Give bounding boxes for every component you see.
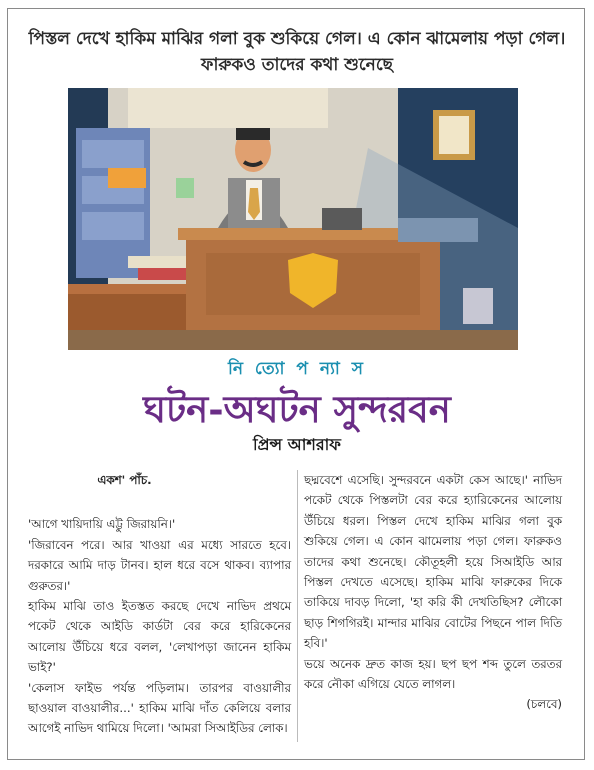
paragraph: 'কেলাস ফাইভ পর্যন্ত পড়িলাম। তারপর বাওয়ালীর ছাওয়াল বাওয়ালীর...' হাকিম মাঝি দাঁত কেলিয়ে বলার আগেই নাভিদ থামিয়ে দিলো। 'আমরা সিআইডির লোক। bbox=[28, 680, 291, 736]
column-divider bbox=[297, 470, 298, 742]
paragraph: ভয়ে অনেক দ্রুত কাজ হয়। ছপ ছপ শব্দ তুলে তরতর করে নৌকা এগিয়ে যেতে লাগল। bbox=[304, 656, 562, 692]
paragraph: 'আগে খায়িদায়ি এট্টু জিরায়নি।' bbox=[28, 517, 176, 532]
paragraph: 'জিরাবেন পরে। আর খাওয়া এর মধ্যে সারতে হবে। দরকারে আমি দাড় টানব। হাল ধরে বসে থাকব। ব্যাপার গুরুতর।' bbox=[28, 537, 291, 593]
office-scene-illustration bbox=[68, 88, 518, 350]
illustration bbox=[68, 88, 518, 350]
novel-title: ঘটন-অঘটন সুন্দরবন bbox=[143, 387, 451, 431]
paragraph: হাকিম মাঝি তাও ইতস্তত করছে দেখে নাভিদ প্রথমে পকেট থেকে আইডি কার্ডটা বের করে হারিকেনের আলোয় উঁচিয়ে ধরে বলল, 'লেখাপড়া জানেন হাকিম ভাই?' bbox=[28, 599, 291, 675]
pull-quote-headline: পিস্তল দেখে হাকিম মাঝির গলা বুক শুকিয়ে গেল। এ কোন ঝামেলায় পড়া গেল। ফারুকও তাদের কথা শুনেছে bbox=[28, 29, 566, 75]
chapter-heading: একশ' পাঁচ. bbox=[97, 473, 152, 487]
text-column-1 bbox=[28, 470, 291, 739]
paragraph: ছদ্মবেশে এসেছি। সুন্দরবনে একটা কেস আছে।' নাভিদ পকেট থেকে পিস্তলটা বের করে হ্যারিকেনের আলোয় উঁচিয়ে ধরল। পিস্তল দেখে হাকিম মাঝির গলা বুক শুকিয়ে গেল। এ কোন ঝামেলায় পড়া গেল। ফারুকও তাদের কথা শুনেছে। কৌতূহলী হয়ে সিআইডি আর পিস্তল দেখতে এসেছে। হাকিম মাঝি ফারুকের দিকে তাকিয়ে দাবড় দিলো, 'হা করি কী দেখতিছিস? লৌকো ছাড় শিগগিরই। মান্দার মাঝির বোটের পিছনে পাল দিতি হবি।' bbox=[304, 473, 562, 651]
author-byline: প্রিন্স আশরাফ bbox=[253, 435, 341, 454]
continued-signoff: (চলবে) bbox=[526, 697, 562, 712]
section-kicker: নি ত্যো প ন্যা স bbox=[228, 359, 366, 379]
text-column-2 bbox=[304, 470, 562, 715]
